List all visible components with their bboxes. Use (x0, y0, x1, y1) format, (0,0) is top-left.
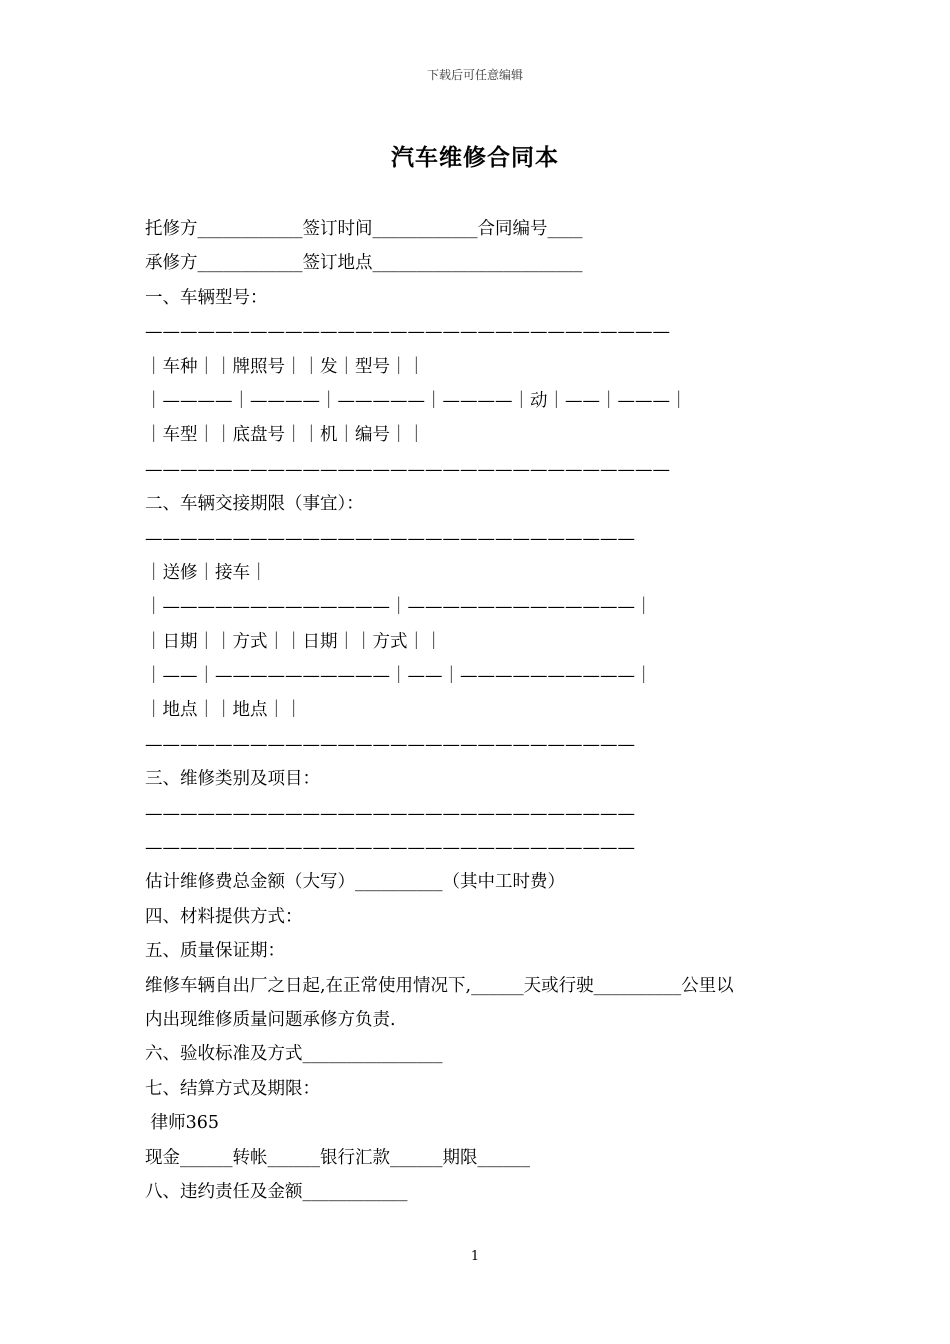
payment-line: 现金______转帐______银行汇款______期限______ (145, 1147, 530, 1168)
table-row: ｜地点｜｜地点｜｜ (145, 700, 303, 721)
section-4-heading: 四、材料提供方式： (145, 906, 303, 927)
document-title: 汽车维修合同本 (391, 144, 559, 171)
table-row: ｜—————————————｜—————————————｜ (145, 597, 653, 618)
header-note: 下载后可任意编辑 (426, 68, 523, 82)
section-7-heading: 七、结算方式及期限： (145, 1078, 320, 1099)
table-row: ｜车种｜｜牌照号｜｜发｜型号｜｜ (145, 356, 425, 377)
warranty-text-cont: 内出现维修质量问题承修方负责. (145, 1009, 396, 1030)
section-5-heading: 五、质量保证期： (145, 941, 285, 962)
warranty-text: 维修车辆自出厂之日起,在正常使用情况下,______天或行驶__________公里以 (145, 975, 734, 996)
section-8-heading: 八、违约责任及金额____________ (145, 1181, 408, 1202)
contract-body (145, 212, 825, 1209)
section-3-heading: 三、维修类别及项目： (145, 769, 320, 790)
estimated-cost-line: 估计维修费总金额（大写）__________（其中工时费） (145, 872, 565, 893)
table-rule: ———————————————————————————— (145, 528, 635, 549)
table-row: ｜——｜——————————｜——｜——————————｜ (145, 666, 653, 687)
table-row: ｜车型｜｜底盘号｜｜机｜编号｜｜ (145, 425, 425, 446)
line-contractor: 承修方____________签订地点________________________ (145, 253, 583, 274)
section-6-heading: 六、验收标准及方式________________ (145, 1044, 443, 1065)
table-rule: ———————————————————————————— (145, 838, 635, 859)
page-number: 1 (470, 1249, 480, 1264)
table-rule: ———————————————————————————— (145, 734, 635, 755)
table-row: ｜日期｜｜方式｜｜日期｜｜方式｜｜ (145, 631, 443, 652)
table-rule: —————————————————————————————— (145, 322, 670, 343)
table-row: ｜————｜————｜—————｜————｜动｜——｜———｜ (145, 390, 688, 411)
lawyer-note: 律师365 (145, 1113, 219, 1134)
table-rule: —————————————————————————————— (145, 459, 670, 480)
table-row: ｜送修｜接车｜ (145, 562, 268, 583)
line-client: 托修方____________签订时间____________合同编号____ (145, 219, 583, 239)
table-rule: ———————————————————————————— (145, 803, 635, 824)
section-1-heading: 一、车辆型号： (145, 287, 268, 308)
section-2-heading: 二、车辆交接期限（事宜）： (145, 494, 364, 515)
